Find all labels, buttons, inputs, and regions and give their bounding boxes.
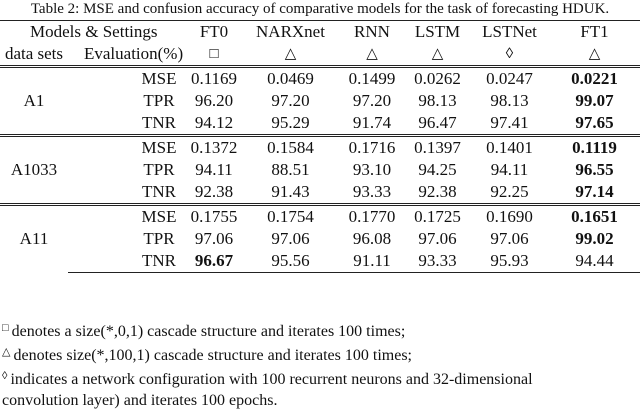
metric-label: TNR [142,113,176,132]
cell-value-best: 0.1651 [549,205,640,229]
model-header-ft1: FT1 [549,21,640,44]
cell-value: 0.1397 [405,136,470,160]
table-row [0,250,640,273]
metric-label: TNR [142,182,176,201]
cell-value: 96.08 [352,229,392,248]
footnote-text: denotes a size(*,0,1) cascade structure and iterates 100 times; [11,323,406,340]
footnote-text: indicates a network configuration with 100 recurrent neurons and 32-dimensional [10,371,533,388]
dataset-label: A1033 [0,136,68,205]
cell-value: 91.74 [352,113,392,132]
cell-value: 0.0262 [405,67,470,91]
cell-value-best: 99.07 [575,91,614,110]
diamond-symbol-icon: ◊ [2,370,8,382]
model-header-narxnet: NARXnet [242,21,339,44]
cell-value: 97.20 [271,91,310,110]
table-row [0,136,640,160]
cell-value-best: 99.02 [575,229,614,248]
cell-value-best: 97.65 [575,113,614,132]
footnote [2,390,640,411]
header-row-models [0,21,640,44]
metric-label: MSE [68,205,186,229]
cell-value: 93.33 [352,182,392,201]
model-header-lstm: LSTM [405,21,470,44]
table-row [0,112,640,136]
table-caption: Table 2: MSE and confusion accuracy of comparative models for the task of forecasting HDUK. [30,1,610,17]
cell-value: 94.11 [490,160,529,179]
cell-value: 95.29 [271,113,310,132]
cell-value: 88.51 [271,160,310,179]
dataset-label: A1 [0,67,68,136]
cell-value: 98.13 [418,91,457,110]
rnn-setting-symbol: △ [366,46,378,62]
cell-value: 0.1690 [470,205,549,229]
results-table [0,20,640,273]
footnote-text: convolution layer) and iterates 100 epochs. [2,392,278,409]
model-header-rnn: RNN [339,21,405,44]
cell-value: 92.25 [490,182,529,201]
metric-label: TPR [143,160,175,179]
footnote-text: denotes size(*,100,1) cascade structure and iterates 100 times; [13,347,412,364]
cell-value: 95.56 [242,250,339,273]
header-row-settings [0,43,640,67]
table-row [0,228,640,250]
cell-value: 92.38 [418,182,457,201]
cell-value: 0.1401 [470,136,549,160]
cell-value: 94.44 [549,250,640,273]
cell-value: 0.1169 [186,67,242,91]
lstnet-setting-symbol: ◊ [505,46,514,62]
cell-value: 97.06 [418,229,457,248]
metric-label: MSE [68,67,186,91]
cell-value: 0.1755 [186,205,242,229]
cell-value-best: 96.67 [186,250,242,273]
cell-value: 95.93 [470,250,549,273]
cell-value: 0.0247 [470,67,549,91]
footnote [2,318,640,342]
narxnet-setting-symbol: △ [284,46,297,62]
cell-value-best: 97.14 [575,182,614,201]
cell-value: 97.06 [194,229,234,248]
cell-value: 0.1584 [242,136,339,160]
data-sets-header: data sets [4,44,64,63]
cell-value: 98.13 [490,91,529,110]
lstm-setting-symbol: △ [431,46,444,62]
table-row [0,181,640,205]
cell-value: 93.10 [352,160,392,179]
footnote [2,366,640,390]
cell-value: 97.06 [490,229,529,248]
metric-label: TPR [143,91,175,110]
settings-header: Models & Settings [0,21,186,44]
cell-value-best: 0.1119 [549,136,640,160]
metric-label: TPR [143,229,175,248]
table-row [0,205,640,229]
square-symbol-icon: □ [2,322,9,334]
triangle-symbol-icon: △ [2,346,11,358]
cell-value: 93.33 [405,250,470,273]
evaluation-header: Evaluation(%) [84,44,184,63]
cell-value: 0.0469 [242,67,339,91]
cell-value: 96.20 [194,91,234,110]
cell-value: 91.11 [339,250,405,273]
cell-value: 0.1754 [242,205,339,229]
cell-value: 97.06 [271,229,310,248]
table-row [0,67,640,91]
footnote [2,342,640,366]
metric-label: TNR [68,250,186,273]
cell-value: 0.1770 [339,205,405,229]
cell-value: 0.1372 [186,136,242,160]
ft0-setting-symbol: □ [209,46,219,62]
ft1-setting-symbol: △ [588,46,601,62]
cell-value: 94.11 [195,160,233,179]
cell-value: 97.41 [490,113,529,132]
dataset-label: A11 [0,205,68,273]
table-footnotes [0,318,640,411]
cell-value: 0.1499 [339,67,405,91]
cell-value: 97.20 [352,91,392,110]
table-row [0,90,640,112]
cell-value: 0.1716 [339,136,405,160]
cell-value-best: 0.0221 [549,67,640,91]
cell-value: 94.12 [194,113,234,132]
table-row [0,159,640,181]
model-header-ft0: FT0 [186,21,242,44]
cell-value-best: 96.55 [575,160,614,179]
cell-value: 0.1725 [405,205,470,229]
cell-value: 96.47 [418,113,457,132]
model-header-lstnet: LSTNet [470,21,549,44]
metric-label: MSE [68,136,186,160]
cell-value: 91.43 [271,182,310,201]
cell-value: 94.25 [418,160,457,179]
cell-value: 92.38 [194,182,234,201]
